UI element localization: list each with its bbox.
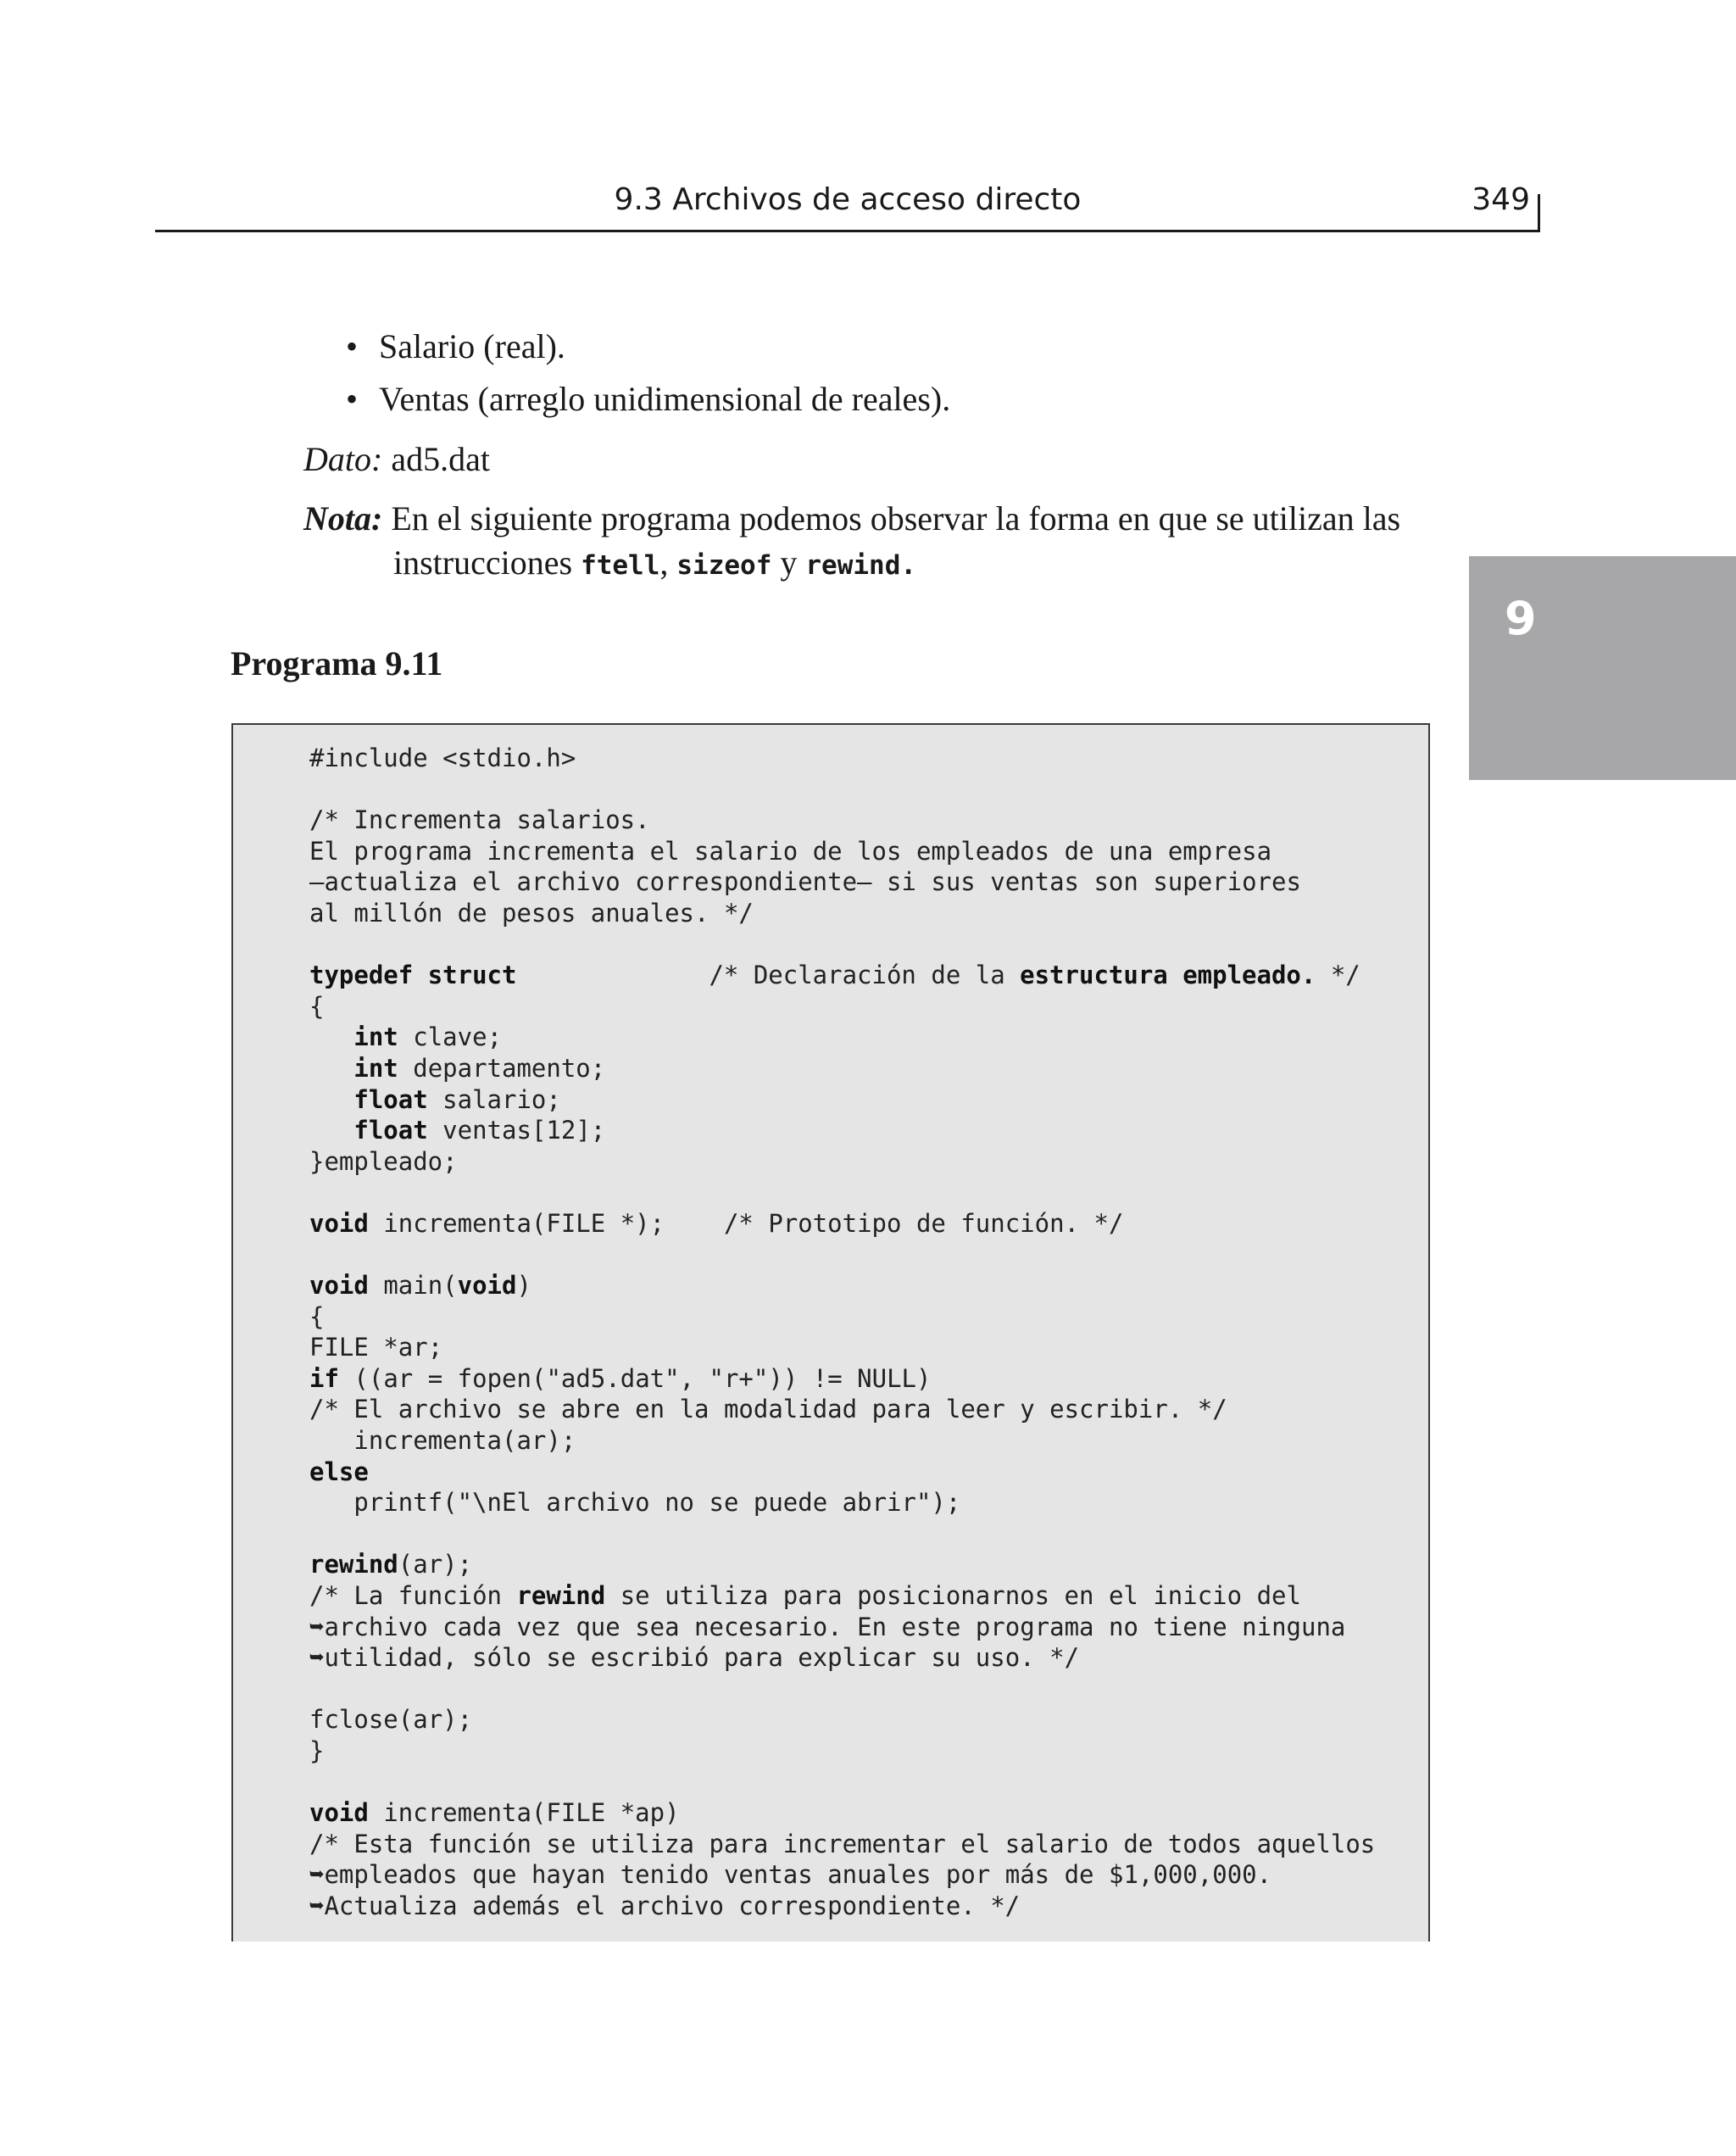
- dato-line: [303, 433, 490, 486]
- bullet-text: Ventas (arreglo unidimensional de reales).: [379, 380, 951, 418]
- code-ftell: ftell: [581, 550, 660, 581]
- code-line: —actualiza el archivo correspondiente— si sus ventas son superiores: [309, 867, 1301, 897]
- code-line: int clave;: [353, 1022, 503, 1052]
- code-line: #include <stdio.h>: [309, 744, 576, 772]
- dato-value: ad5.dat: [391, 440, 490, 478]
- code-line: ➥utilidad, sólo se escribió para explicar su uso. */: [309, 1643, 1080, 1673]
- code-line: /* La función rewind se utiliza para posicionarnos en el inicio del: [309, 1581, 1301, 1611]
- code-line: {: [309, 1301, 325, 1331]
- nota-line-2: [303, 541, 1435, 588]
- code-line: [309, 1767, 1375, 1798]
- code-line: if ((ar = fopen("ad5.dat", "r+")) != NULL): [309, 1363, 932, 1393]
- code-line: ➥archivo cada vez que sea necesario. En este programa no tiene ninguna: [309, 1612, 1346, 1641]
- code-listing: [309, 743, 1375, 1922]
- code-rewind: rewind: [805, 550, 901, 581]
- code-line: [309, 774, 1375, 805]
- nota-and: y: [780, 543, 798, 582]
- code-line: al millón de pesos anuales. */: [309, 898, 754, 928]
- code-line: /* El archivo se abre en la modalidad para leer y escribir. */: [309, 1395, 1227, 1424]
- code-line: }empleado;: [309, 1146, 458, 1176]
- code-line: typedef struct /* Declaración de la estructura empleado. */: [309, 961, 1360, 990]
- dato-label: Dato:: [303, 440, 383, 478]
- field-bullet-list: [346, 320, 950, 426]
- code-sizeof: sizeof: [676, 550, 772, 581]
- header-rule-tick: [1538, 194, 1540, 232]
- code-line: FILE *ar;: [309, 1333, 443, 1362]
- bullet-icon: •: [346, 327, 359, 365]
- section-title: 9.3 Archivos de acceso directo: [614, 182, 1082, 217]
- nota-text-2: instrucciones: [393, 543, 573, 582]
- chapter-thumb-tab: [1469, 556, 1736, 780]
- code-line: /* Esta función se utiliza para incrementar el salario de todos aquellos: [309, 1829, 1376, 1858]
- list-item: [346, 373, 950, 426]
- nota-text: En el siguiente programa podemos observar la forma en que se utilizan las: [391, 499, 1401, 538]
- code-line: else: [309, 1457, 369, 1486]
- code-line: rewind(ar);: [309, 1550, 473, 1579]
- nota-period: .: [900, 550, 917, 581]
- list-item: [346, 320, 950, 373]
- code-line: [309, 1518, 1375, 1550]
- code-line: ➥empleados que hayan tenido ventas anuales por más de $1,000,000.: [309, 1860, 1272, 1890]
- code-line: El programa incrementa el salario de los empleados de una empresa: [309, 836, 1272, 866]
- code-line: void incrementa(FILE *); /* Prototipo de función. */: [309, 1208, 1124, 1238]
- code-listing-box: [231, 723, 1430, 1942]
- bullet-text: Salario (real).: [379, 327, 565, 365]
- code-line: fclose(ar);: [309, 1705, 473, 1735]
- bullet-icon: •: [346, 380, 359, 418]
- running-header: [155, 174, 1540, 232]
- nota-paragraph: [303, 497, 1435, 588]
- code-line: ➥Actualiza además el archivo correspondiente. */: [309, 1891, 1021, 1920]
- nota-line-1: [303, 497, 1435, 541]
- code-line: [309, 1674, 1375, 1705]
- chapter-number: 9: [1505, 592, 1537, 645]
- code-line: {: [309, 991, 325, 1021]
- code-line: [309, 1177, 1375, 1208]
- code-line: float ventas[12];: [353, 1116, 606, 1145]
- code-line: [309, 1240, 1375, 1271]
- code-line: float salario;: [353, 1084, 561, 1114]
- code-line: incrementa(ar);: [353, 1426, 576, 1456]
- code-line: printf("\nEl archivo no se puede abrir");: [353, 1488, 961, 1518]
- code-line: /* Incrementa salarios.: [309, 805, 650, 835]
- code-line: [309, 929, 1375, 961]
- code-line: int departamento;: [353, 1053, 606, 1083]
- page-number: 349: [1472, 182, 1530, 217]
- code-line: }: [309, 1736, 325, 1765]
- nota-comma: ,: [659, 543, 669, 582]
- code-line: void main(void): [309, 1271, 531, 1301]
- program-title: Programa 9.11: [231, 644, 443, 682]
- nota-label: Nota:: [303, 499, 383, 538]
- code-line: void incrementa(FILE *ap): [309, 1798, 680, 1828]
